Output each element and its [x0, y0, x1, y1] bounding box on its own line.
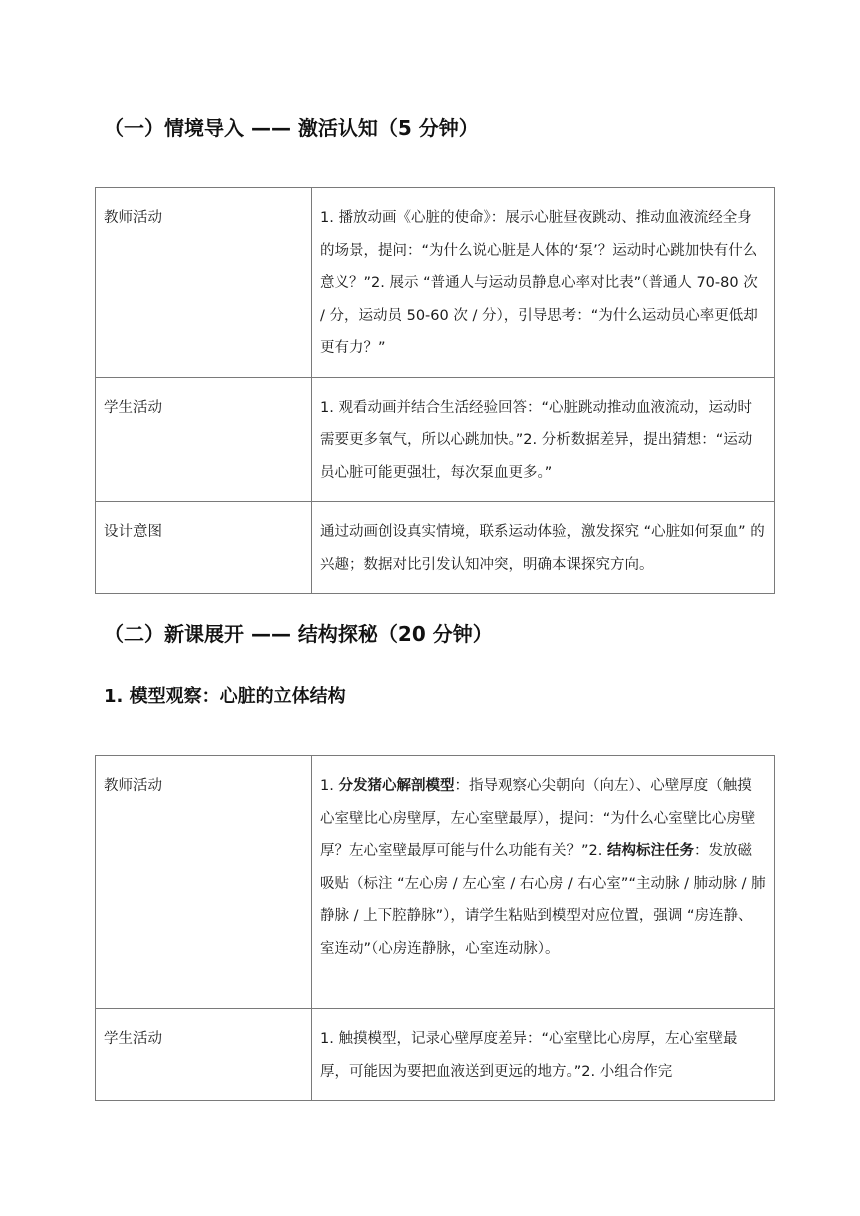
table-row: [96, 756, 775, 1009]
row-label-teacher-activity: 教师活动: [96, 756, 312, 1009]
section-heading-new-lesson: （二）新课展开 —— 结构探秘（20 分钟）: [104, 622, 493, 646]
table-row: [96, 502, 775, 594]
table-row: [96, 377, 775, 502]
section-heading-situation-intro: （一）情境导入 —— 激活认知（5 分钟）: [104, 116, 479, 140]
row-content-student-activity: 1. 触摸模型，记录心壁厚度差异：“心室壁比心房厚，左心室壁最厚，可能因为要把血液送到更远的地方。”2. 小组合作完: [312, 1009, 775, 1101]
row-label-teacher-activity: 教师活动: [96, 188, 312, 378]
lesson-table-intro: [95, 187, 775, 594]
bold-keyword-labeling-task: 结构标注任务: [606, 843, 694, 859]
row-label-design-intent: 设计意图: [96, 502, 312, 594]
row-content-teacher-activity: [312, 756, 775, 1009]
content-text: 1.: [320, 778, 339, 794]
table-row: [96, 188, 775, 378]
row-content-design-intent: 通过动画创设真实情境，联系运动体验，激发探究 “心脏如何泵血” 的兴趣；数据对比引发认知冲突，明确本课探究方向。: [312, 502, 775, 594]
bold-keyword-dissection-model: 分发猪心解剖模型: [338, 778, 455, 794]
row-content-student-activity: 1. 观看动画并结合生活经验回答：“心脏跳动推动血液流动，运动时需要更多氧气，所以心跳加快。”2. 分析数据差异，提出猜想：“运动员心脏可能更强壮，每次泵血更多。”: [312, 377, 775, 502]
row-label-student-activity: 学生活动: [96, 1009, 312, 1101]
row-content-teacher-activity: 1. 播放动画《心脏的使命》：展示心脏昼夜跳动、推动血液流经全身的场景，提问：“为什么说心脏是人体的‘泵’？运动时心跳加快有什么意义？”2. 展示 “普通人与运动员静息心率对比表”（普通人 70-80 次 / 分，运动员 50-60 次 / 分），引导思考：“为什么运动员心率更低却更有力？”: [312, 188, 775, 378]
lesson-table-structure: [95, 755, 775, 1101]
table-row: [96, 1009, 775, 1101]
subheading-model-observation: 1. 模型观察：心脏的立体结构: [104, 686, 346, 707]
row-label-student-activity: 学生活动: [96, 377, 312, 502]
content-text: ：指导观察心尖朝向（向左）、心壁厚度（触摸心室壁比心房壁厚，左心室壁最厚），提问：“为什么心室壁比心房壁厚？左心室壁最厚可能与什么功能有关？”2.: [320, 778, 756, 859]
content-text: ：发放磁吸贴（标注 “左心房 / 左心室 / 右心房 / 右心室”“主动脉 / 肺动脉 / 肺静脉 / 上下腔静脉”），请学生粘贴到模型对应位置，强调 “房连静、室连动”（心房连静脉，心室连动脉）。: [320, 843, 766, 957]
